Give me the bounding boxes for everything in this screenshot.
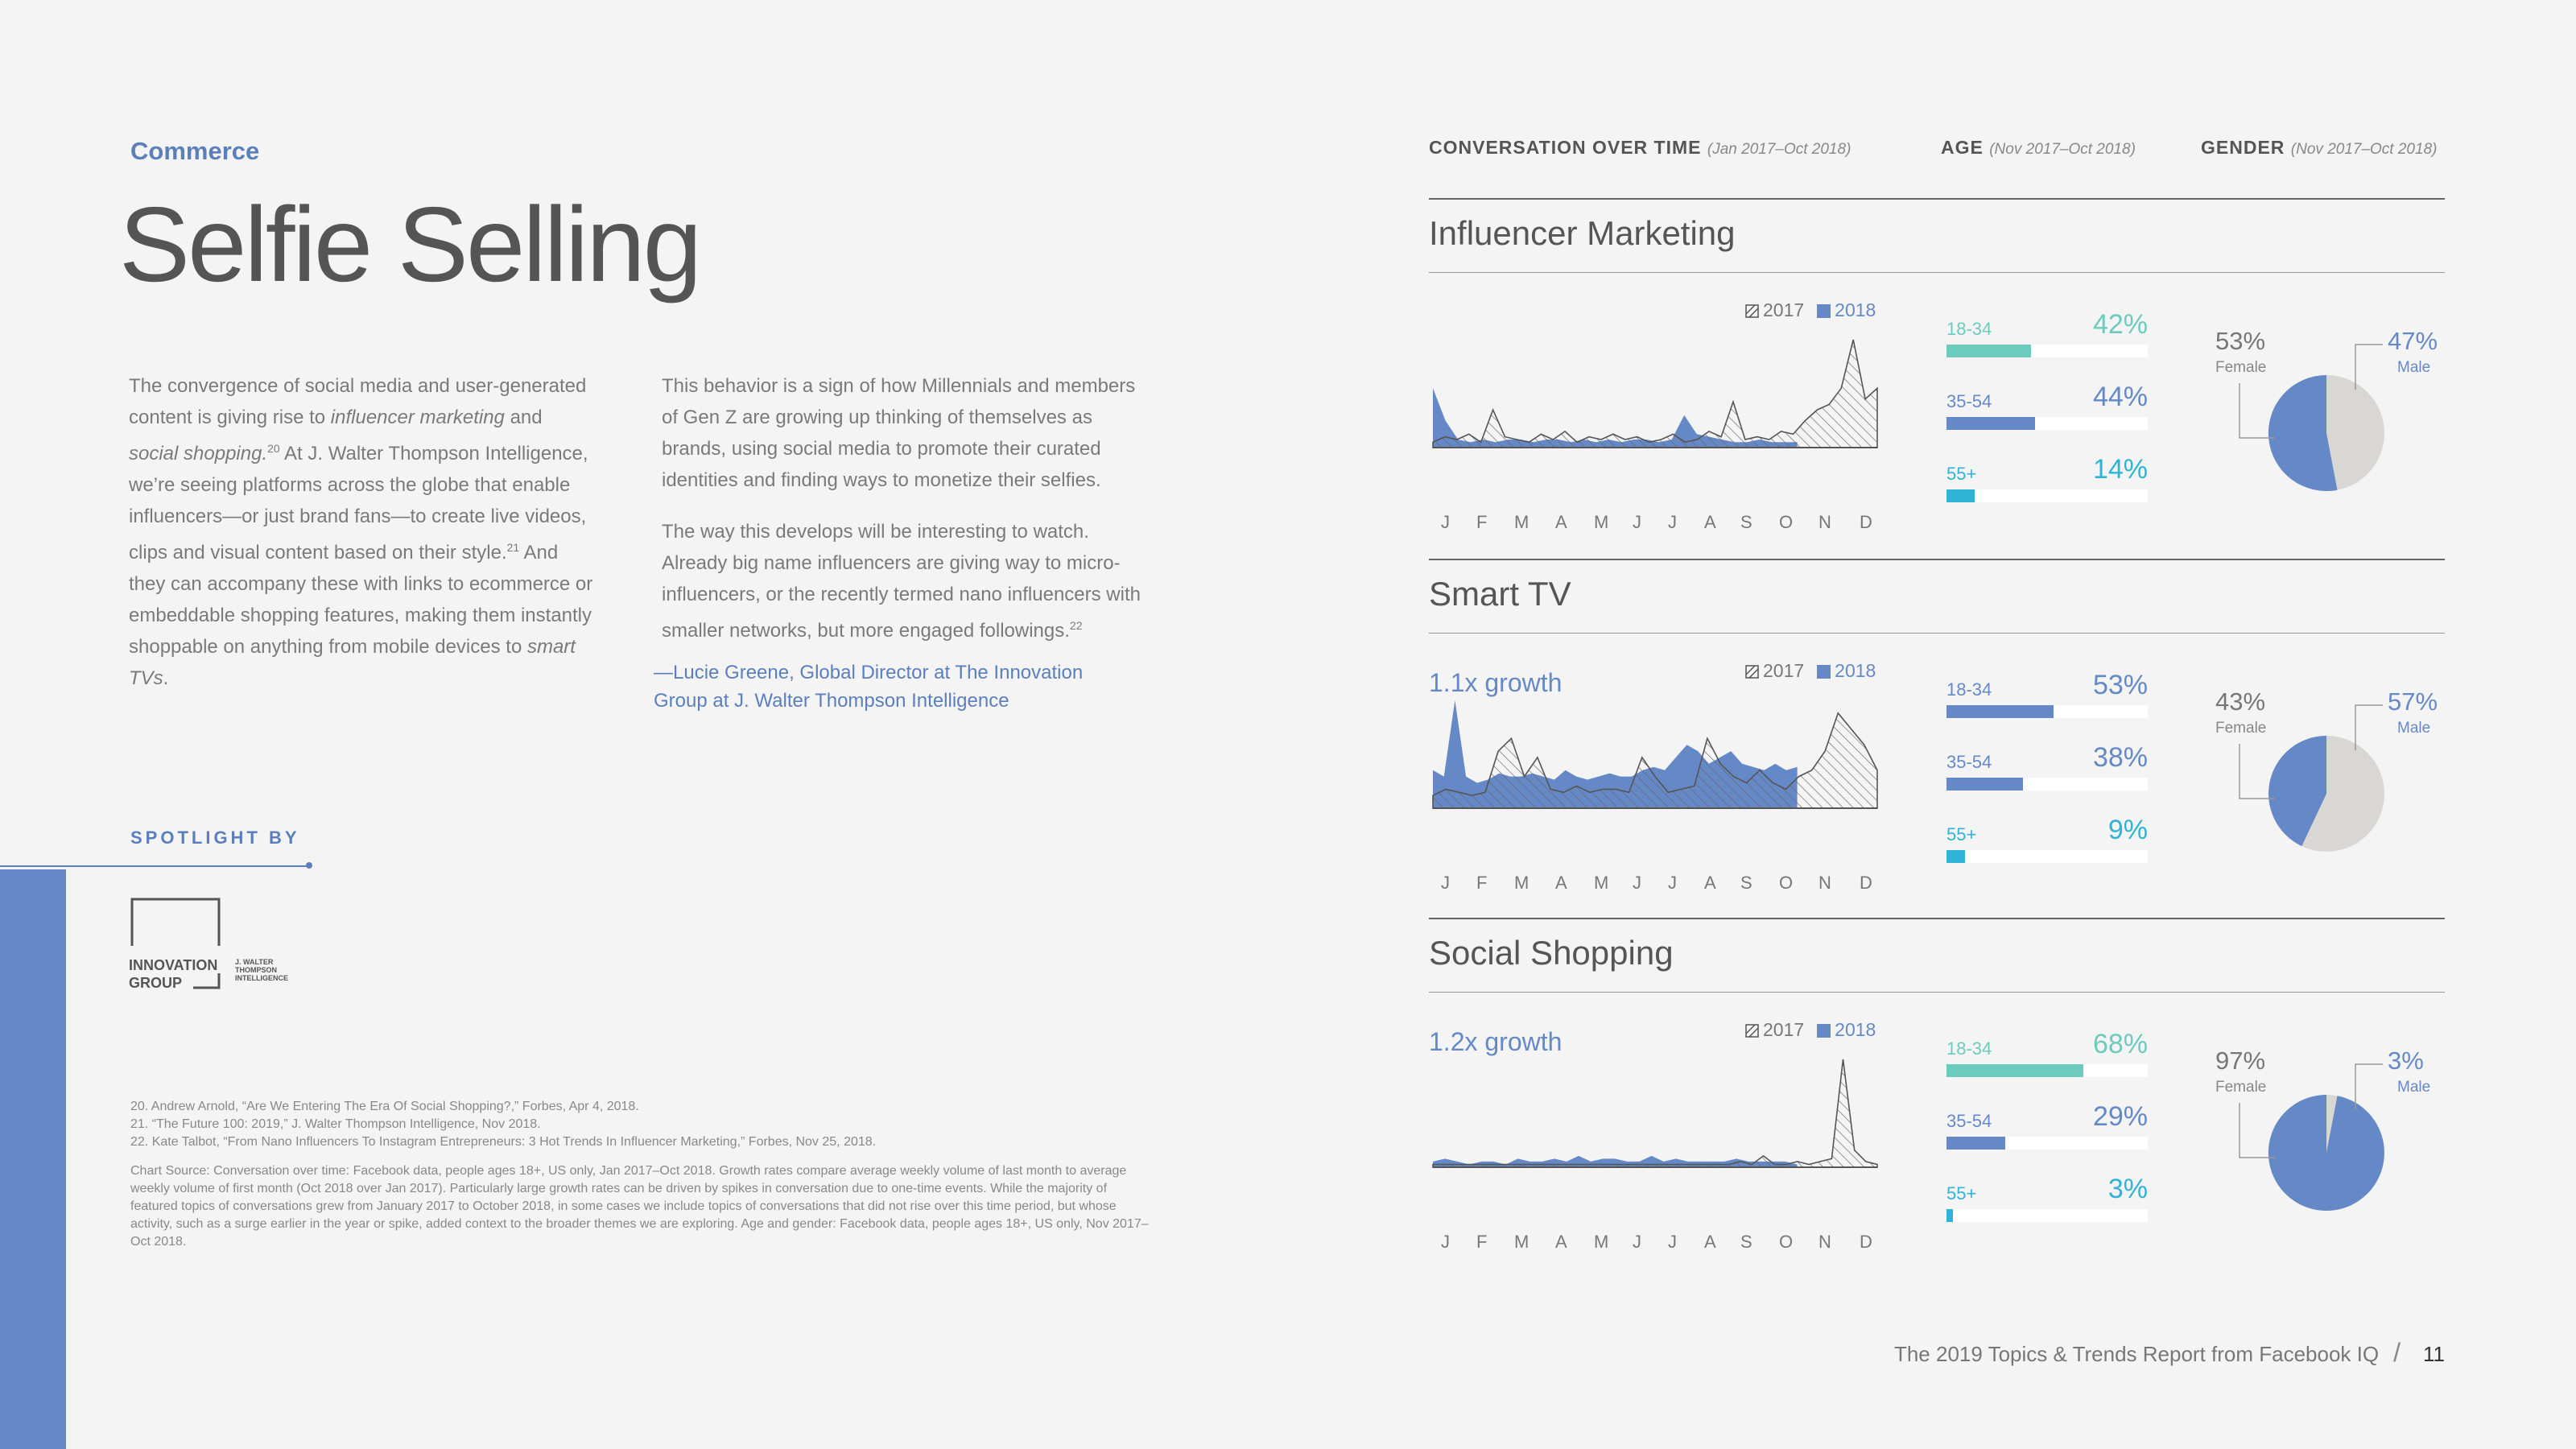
female-percent: 43%	[2215, 687, 2266, 716]
pie-slice-female	[2268, 1095, 2384, 1211]
legend-label: 2018	[1835, 299, 1876, 320]
page-footer	[1894, 1338, 2445, 1368]
age-group-label: 55+	[1946, 1183, 1977, 1203]
legend-label: 2017	[1763, 660, 1805, 681]
age-group-percent: 53%	[2092, 670, 2148, 700]
male-leader-line	[2355, 1064, 2383, 1109]
month-tick-label: M	[1594, 512, 1609, 532]
footnote: 22. Kate Talbot, “From Nano Influencers To Instagram Entrepreneurs: 3 Hot Trends In Influencer Marketing,” Forbes, Nov 25, 2018.	[130, 1135, 877, 1149]
age-group-label: 18-34	[1946, 679, 1992, 700]
footnote: 20. Andrew Arnold, “Are We Entering The Era Of Social Shopping?,” Forbes, Apr 4, 2018.	[130, 1100, 639, 1113]
month-tick-label: J	[1668, 1232, 1677, 1252]
header-label: AGE	[1941, 137, 1984, 158]
header-label: GENDER	[2201, 137, 2285, 158]
age-group-percent: 44%	[2092, 382, 2148, 412]
footnote-ref[interactable]: 20	[267, 442, 280, 455]
spotlight-label: SPOTLIGHT BY	[130, 828, 300, 848]
paragraph-text: and	[504, 407, 543, 428]
footer-divider: /	[2393, 1338, 2401, 1367]
age-group-percent: 3%	[2107, 1174, 2148, 1204]
header-range: (Jan 2017–Oct 2018)	[1707, 141, 1852, 158]
age-group-label: 55+	[1946, 464, 1977, 484]
age-group-percent: 42%	[2092, 309, 2148, 340]
pull-quote-attribution: —Lucie Greene, Global Director at The Innovation Group at J. Walter Thompson Intelligence	[654, 662, 1084, 712]
month-tick-label: N	[1818, 873, 1831, 893]
age-group-percent: 9%	[2107, 815, 2148, 845]
male-percent: 47%	[2388, 327, 2438, 355]
month-tick-label: A	[1555, 873, 1567, 893]
chart-source-note: Chart Source: Conversation over time: Facebook data, people ages 18+, US only, Jan 2017–Oct 2018. Growth rates compare average weekly volume of last month to average weekly volume of first month (Oct 2018 over Jan 2017). Particularly large growth rates can be driven by spikes in conversation due to one-time events. While the majority of featured topics of conversations grew from January 2017 to October 2018, in some cases we include topics of conversations that did not rise over this time period, but whose activity, such as a surge earlier in the year or spike, added context to the broader themes we are exploring. Age and gender: Facebook data, people ages 18+, US only, Nov 2017–Oct 2018.	[130, 1164, 1149, 1249]
growth-label: 1.1x growth	[1429, 668, 1563, 697]
page-number: 11	[2423, 1342, 2445, 1366]
age-group-label: 18-34	[1946, 319, 1992, 339]
age-group-label: 35-54	[1946, 752, 1992, 772]
month-tick-label: J	[1633, 873, 1641, 893]
paragraph-text: At J. Walter Thompson Intelligence, we’re seeing platforms across the globe that enable influencers—or just brand fans—to create live videos, clips and visual content based on their style.	[129, 443, 588, 564]
age-group-label: 35-54	[1946, 391, 1992, 411]
emphasis-text: social shopping.	[129, 443, 268, 464]
month-tick-label: M	[1514, 512, 1530, 532]
legend-label: 2017	[1763, 1019, 1805, 1040]
header-range: (Nov 2017–Oct 2018)	[2290, 141, 2438, 158]
month-tick-label: M	[1514, 1232, 1530, 1252]
month-tick-label: O	[1779, 512, 1794, 532]
age-group-label: 18-34	[1946, 1038, 1992, 1059]
logo-line: INNOVATION	[129, 957, 218, 973]
section-title: Smart TV	[1429, 575, 1571, 613]
month-tick-label: S	[1740, 1232, 1752, 1252]
month-tick-label: M	[1594, 873, 1609, 893]
month-tick-label: A	[1704, 512, 1716, 532]
month-tick-label: S	[1740, 512, 1752, 532]
age-group-percent: 68%	[2092, 1029, 2148, 1059]
female-label: Female	[2215, 1079, 2267, 1096]
age-group-percent: 38%	[2092, 742, 2148, 773]
month-tick-label: S	[1740, 873, 1752, 893]
month-tick-label: J	[1668, 512, 1677, 532]
month-tick-label: O	[1779, 873, 1794, 893]
male-percent: 57%	[2388, 687, 2438, 716]
male-label: Male	[2397, 1079, 2431, 1096]
age-group-label: 35-54	[1946, 1111, 1992, 1131]
legend-label: 2018	[1835, 1019, 1876, 1040]
month-tick-label: M	[1514, 873, 1530, 893]
page-title: Selfie Selling	[119, 185, 700, 303]
paragraph-text: And they can accompany these with links to ecommerce or embeddable shopping features, making them instantly shoppable on anything from mobile devices to	[129, 542, 593, 658]
month-tick-label: M	[1594, 1232, 1609, 1252]
section-title: Social Shopping	[1429, 934, 1674, 972]
footnote-ref[interactable]: 21	[506, 541, 520, 554]
footnote-ref[interactable]: 22	[1069, 619, 1083, 632]
body-paragraph: This behavior is a sign of how Millennials and members of Gen Z are growing up thinking of themselves as brands, using social media to promote their curated identities and finding ways to monetize their selfies.	[662, 375, 1136, 491]
logo-sub-line: INTELLIGENCE	[235, 974, 289, 982]
month-tick-label: J	[1633, 512, 1641, 532]
legend-label: 2018	[1835, 660, 1876, 681]
female-label: Female	[2215, 720, 2267, 737]
header-range: (Nov 2017–Oct 2018)	[1989, 141, 2136, 158]
paragraph-text: The convergence of social media and user-generated content is giving rise to	[129, 375, 587, 428]
month-tick-label: A	[1704, 873, 1716, 893]
growth-label: 1.2x growth	[1429, 1027, 1563, 1056]
footnote: 21. “The Future 100: 2019,” J. Walter Thompson Intelligence, Nov 2018.	[130, 1117, 541, 1131]
legend-label: 2017	[1763, 299, 1805, 320]
logo-sub-line: J. WALTER	[235, 958, 274, 966]
category-label: Commerce	[130, 137, 260, 165]
month-tick-label: N	[1818, 1232, 1831, 1252]
paragraph-text: .	[163, 667, 169, 689]
logo-line: GROUP	[129, 975, 183, 991]
emphasis-text: influencer marketing	[330, 407, 505, 428]
month-tick-label: F	[1476, 512, 1488, 532]
month-tick-label: F	[1476, 1232, 1488, 1252]
month-tick-label: J	[1441, 873, 1450, 893]
month-tick-label: D	[1860, 512, 1872, 532]
male-label: Male	[2397, 359, 2431, 376]
header-label: CONVERSATION OVER TIME	[1429, 137, 1702, 158]
month-tick-label: D	[1860, 1232, 1872, 1252]
age-group-percent: 29%	[2092, 1101, 2148, 1132]
month-tick-label: J	[1633, 1232, 1641, 1252]
age-group-percent: 14%	[2092, 454, 2148, 485]
month-tick-label: F	[1476, 873, 1488, 893]
month-tick-label: D	[1860, 873, 1872, 893]
paragraph-text: The way this develops will be interesting to watch. Already big name influencers are giving way to micro-influencers, or the recently termed nano influencers with smaller networks, but more engaged followings.	[662, 521, 1141, 642]
male-percent: 3%	[2388, 1046, 2424, 1075]
female-label: Female	[2215, 359, 2267, 376]
month-tick-label: J	[1668, 873, 1677, 893]
female-percent: 53%	[2215, 327, 2266, 355]
emphasis-text: smart TVs	[129, 636, 576, 689]
month-tick-label: A	[1555, 1232, 1567, 1252]
logo-sub-line: THOMPSON	[235, 966, 278, 974]
month-tick-label: J	[1441, 1232, 1450, 1252]
female-percent: 97%	[2215, 1046, 2266, 1075]
month-tick-label: O	[1779, 1232, 1794, 1252]
month-tick-label: N	[1818, 512, 1831, 532]
age-group-label: 55+	[1946, 824, 1977, 844]
month-tick-label: J	[1441, 512, 1450, 532]
footer-title: The 2019 Topics & Trends Report from Facebook IQ	[1893, 1342, 2380, 1366]
month-tick-label: A	[1704, 1232, 1716, 1252]
month-tick-label: A	[1555, 512, 1567, 532]
male-label: Male	[2397, 720, 2431, 737]
section-title: Influencer Marketing	[1429, 214, 1736, 252]
